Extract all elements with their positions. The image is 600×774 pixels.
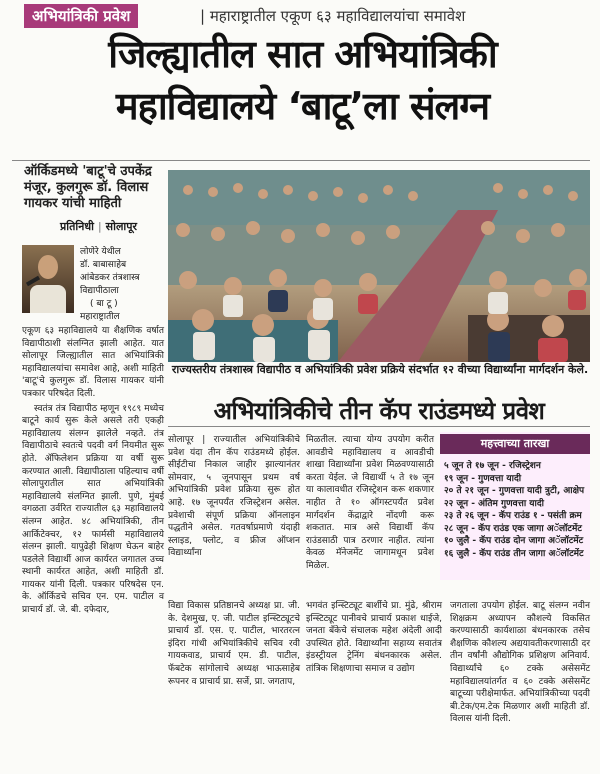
bottom-column-3 (450, 600, 590, 726)
section-tagline: | महाराष्ट्रातील एकूण ६३ महाविद्यालयांचा समावेश (200, 7, 466, 25)
headline-line-2: महाविद्यालये ‘बाटू’ला संलग्न (115, 84, 490, 128)
byline-place: सोलापूर (105, 220, 138, 233)
byline (60, 219, 137, 234)
article-1-para-2: स्वतंत्र तंत्र विद्यापीठ म्हणून १९८९ मध्येच बाटूने कार्य सुरू केले असले तरी एकही महाविद्यालय संलग्न झालेले नव्हते. तंत्र विद्यापीठाचे स्वतःचे पदवी वर्ग नियमीत सुरू होते. ॲफिलेशन प्रक्रिया या वर्षी सुरू करण्यात आली. विद्यापीठाला पहिल्याच वर्षी सोलापुरातील सात अभियांत्रिकी महाविद्यालये संलग्नित झाली. पुणे, मुंबई वगळता उर्वरित राज्यातील ६३ महाविद्यालये संलग्न आहेत. ४८ अभियांत्रिकी, तीन आर्किटेक्चर, १२ फार्मसी महाविद्यालये संलग्न झाली. यापुढेही शिक्षण घेऊन बाहेर पडलेले विद्यार्थी आज कार्यरत जगातल उच्च स्थानी कार्यरत आहेत, अशी माहिती डॉ. गायकर यांनी दिली. पत्रकार परिषदेस एन. के. ऑर्किडचे सचिव एन. एम. पाटील व प्राचार्य डॉ. जे. बी. दफेदार, (22, 403, 164, 616)
photo-shirt (30, 285, 66, 313)
vice-chancellor-photo (22, 245, 74, 313)
wrap-line: महाराष्ट्रातील (80, 312, 120, 322)
wrap-line: डॉ. बाबासाहेब (80, 260, 127, 270)
date-item: १० जुलै - कॅप राउंड दोन जागा अॅलॉटमेंट (444, 536, 584, 546)
photo-face (38, 255, 58, 279)
byline-separator: | (97, 220, 102, 233)
wrap-line: आंबेडकर तंत्रशास्त्र (80, 273, 140, 283)
event-photo (168, 170, 590, 362)
bottom-column-3-text: जगताला उपयोग होईल. बाटू संलग्न नवीन शिक्षक्रम अध्यापन कौशल्ये विकसित करण्यासाठी कार्यशाळा बंधनकारक तसेच शैक्षणिक कौशल्य अद्ययावतीकरणासाठी दर तीन वर्षांनी औद्योगिक प्रशिक्षण अनिवार्य. विद्यार्थ्यांचे ६० टक्के असेसमेंट महाविद्यालयांतर्गत व ६० टक्के असेसमेंट बाटूच्या परीक्षेमार्फत. अभियांत्रिकीच्या पदवी बी.टेक/एम.टेक मिळणार अशी माहिती डॉ. विलास यांनी दिली. (450, 601, 590, 725)
bottom-column-2 (306, 600, 442, 676)
date-item: २३ ते २६ जून - कॅप राउंड १ - पसंती क्रम (444, 511, 582, 521)
headline-divider (12, 160, 590, 161)
dates-list (444, 460, 590, 560)
date-item: ५ जून ते १७ जून - रजिस्ट्रेशन (444, 461, 541, 471)
wrap-line: ( बा टू ) (90, 299, 118, 309)
photo-caption: राज्यस्तरीय तंत्रशास्त्र विद्यापीठ व अभियांत्रिकी प्रवेश प्रक्रिये संदर्भात १२ वीच्या विद्यार्थ्यांना मार्गदर्शन केले. (171, 363, 589, 376)
article-2-col-2 (306, 434, 434, 573)
section-tag: अभियांत्रिकी प्रवेश (24, 4, 138, 28)
article-2-headline: अभियांत्रिकीचे तीन कॅप राउंडमध्ये प्रवेश (213, 397, 545, 425)
headline-line-1: जिल्ह्यातील सात अभियांत्रिकी (108, 32, 497, 76)
date-item: १९ जून - गुणवत्ता यादी (444, 473, 522, 484)
audience-illustration (168, 170, 590, 362)
article-1-para-1: एकूण ६३ महाविद्यालये या शैक्षणिक वर्षात विद्यापीठाशी संलग्नित झाली आहेत. यात सोलापूर जिल्ह्यातील सात अभियांत्रिकी महाविद्यालयांचा समावेश आहे, अशी माहिती 'बाटू'चे कुलगुरू डॉ. विलास गायकर यांनी पत्रकार परिषदेत दिली. (22, 326, 164, 399)
bottom-column-1-text: विद्या विकास प्रतिष्ठानचे अध्यक्ष प्रा. जी. के. देशमुख, ए. जी. पाटील इन्स्टिट्यूटचे प्राचार्य डॉ. एस. ए. पाटील, भारतरत्न इंदिरा गांधी अभियांत्रिकीचे सचिव रवी गायकवाड, प्राचार्य एम. डी. पाटील, फॅबटेक सांगोलाचे अध्यक्ष भाऊसाहेब रूपनर व प्राचार्य प्रा. सर्जे, प्रा. जगताप, (168, 601, 300, 687)
bottom-column-1 (168, 600, 300, 688)
date-item: २८ जून - कॅप राउंड एक जागा अॅलॉटमेंट (444, 523, 582, 534)
wrap-line: विद्यापीठाला (80, 286, 119, 296)
date-item: २० ते २१ जून - गुणवत्ता यादी त्रुटी, आक्षेप (444, 486, 585, 496)
date-item: १६ जुलै - कॅप राउंड तीन जागा अॅलॉटमेंट (444, 548, 584, 559)
bottom-column-2-text: भगवंत इन्स्टिट्यूट बार्शीचे प्रा. मुंढे, श्रीराम इन्स्टिट्यूट पानीवचे प्राचार्य प्रकाश धाईजे, जनता बँकेचे संचालक महेश अंदेली आदी उपस्थित होते. विद्यार्थ्यांना सहाय्य सवातंत्र इंडस्ट्रीयल ट्रेनिंग बंधनकारक असेल. तांत्रिक शिक्षणाचा समाज व उद्योग (306, 601, 442, 674)
article-2-col-2-text: मिळतील. त्याचा योग्य उपयोग करीत आवडीचे महाविद्यालय व आवडीची शाखा विद्यार्थ्यांना प्रवेश मिळवण्यासाठी करता येईल. जे विद्यार्थी ५ ते १७ जून या कालावधीत रजिस्ट्रेशन करू शकणार नाहीत ते १० ऑगस्टपर्यंत प्रवेश मार्गदर्शन केंद्राद्वारे नोंदणी करू शकतात. मात्र असे विद्यार्थी कॅप राउंडसाठी पात्र ठरणार नाहीत. त्यांना केवळ मॅनेजमेंट जागामधून प्रवेश मिळेल. (306, 435, 434, 571)
article-1-column (22, 325, 164, 617)
article-2-col-1-text: सोलापूर | राज्यातील अभियांत्रिकीचे प्रवेश यंदा तीन कॅप राउंडमध्ये होईल. सीईटीचा निकाल जाहीर झाल्यानंतर सोमवार, ५ जूनपासून प्रथम वर्ष अभियांत्रिकी प्रवेश प्रक्रिया सुरू होत आहे. १७ जूनपर्यंत रजिस्ट्रेशन असेल. प्रवेशाची संपूर्ण प्रक्रिया ऑनलाइन पद्धतीने असेल. गतवर्षाप्रमाणे यंदाही स्लाइड, फ्लोट, व फ्रीज ऑप्शन विद्यार्थ्यांना (168, 435, 300, 559)
subheadline: ऑर्किडमध्ये 'बाटू'चे उपकेंद्र मंजूर, कुलगुरू डॉ. विलास गायकर यांची माहिती (24, 164, 152, 211)
dates-box-title: महत्त्वाच्या तारखा (440, 434, 590, 454)
byline-author: प्रतिनिधी (60, 220, 94, 233)
date-item: २२ जून - अंतिम गुणवत्ता यादी (444, 498, 544, 509)
article-2-divider (168, 426, 590, 427)
wrap-line: लोणेरे येथील (80, 247, 121, 257)
article-2-col-1 (168, 434, 300, 560)
